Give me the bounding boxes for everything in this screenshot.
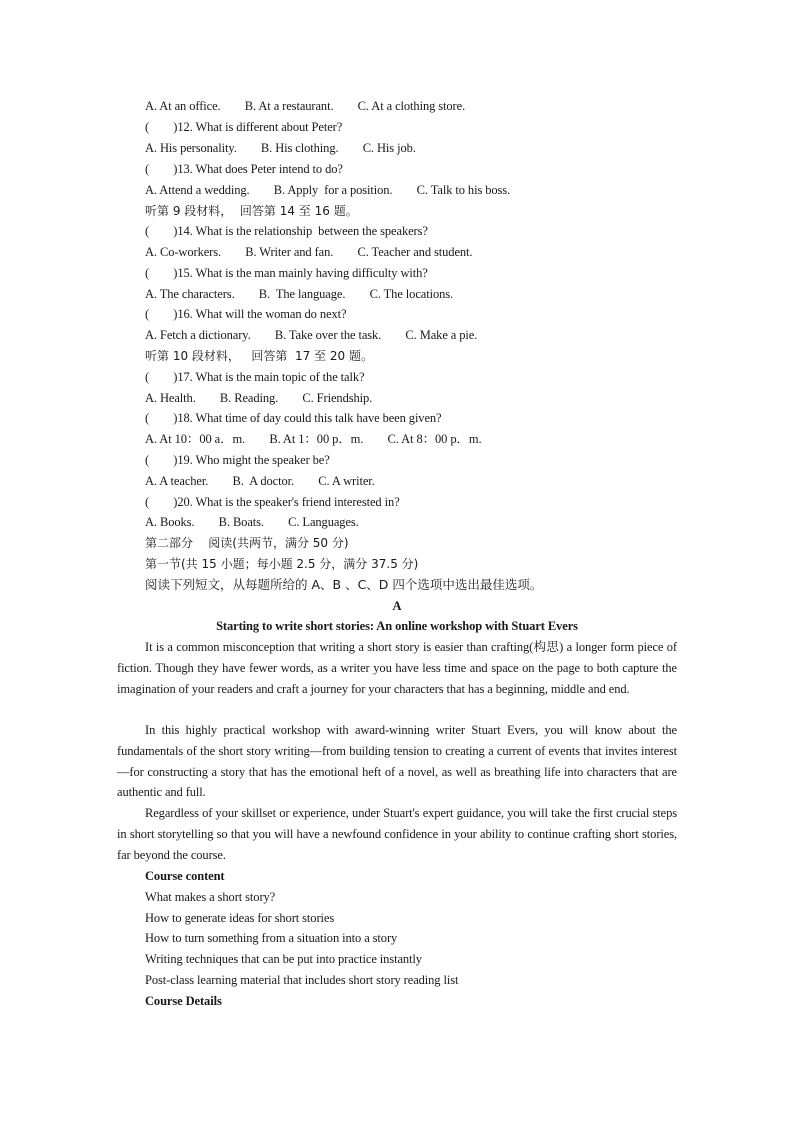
q17-options: A. Health. B. Reading. C. Friendship. (145, 391, 373, 405)
course-details-heading: Course Details (145, 994, 222, 1008)
course-content-heading: Course content (145, 869, 225, 883)
q13-options: A. Attend a wedding. B. Apply for a position. C. Talk to his boss. (145, 183, 511, 197)
section-10-instruction: 听第 10 段材料， 回答第 17 至 20 题。 (145, 349, 373, 363)
q14-question: ( )14. What is the relationship between the speakers? (145, 224, 428, 238)
q16-options: A. Fetch a dictionary. B. Take over the task. C. Make a pie. (145, 328, 478, 342)
passage-letter: A (392, 599, 402, 613)
q16-question: ( )16. What will the woman do next? (145, 307, 347, 321)
q18-question: ( )18. What time of day could this talk have been given? (145, 411, 442, 425)
q19-question: ( )19. Who might the speaker be? (145, 453, 330, 467)
course-content-item: Writing techniques that can be put into practice instantly (145, 952, 422, 966)
course-content-item: What makes a short story? (145, 890, 276, 904)
section-9-instruction: 听第 9 段材料， 回答第 14 至 16 题。 (145, 204, 358, 218)
course-content-item: How to turn something from a situation into a story (145, 931, 398, 945)
q18-options: A. At 10：00 a．m. B. At 1：00 p．m. C. At 8：00 p．m. (145, 432, 482, 446)
passage-paragraph-2: In this highly practical workshop with award-winning writer Stuart Evers, you will know about the fundamentals of the short story writing—from building tension to creating a current of events that invites interest—for constructing a story that has the emotional heft of a novel, as well as breathing life into characters that are authentic and full. (117, 723, 677, 800)
passage-paragraph-1: It is a common misconception that writing a short story is easier than crafting(构思) a longer form piece of fiction. Though they have fewer words, as a writer you have less time and space on the page to both capture the imagination of your readers and craft a journey for your characters that has a beginning, middle and end. (117, 640, 677, 696)
reading-instruction: 阅读下列短文，从每题所给的 A、B 、C、D 四个选项中选出最佳选项。 (145, 577, 543, 592)
course-content-item: Post-class learning material that includes short story reading list (145, 973, 459, 987)
part-two-heading: 第二部分 阅读(共两节，满分 50 分) (145, 536, 349, 550)
q20-question: ( )20. What is the speaker's friend interested in? (145, 495, 400, 509)
q12-question: ( )12. What is different about Peter? (145, 120, 343, 134)
q13-question: ( )13. What does Peter intend to do? (145, 162, 343, 176)
passage-paragraph-3: Regardless of your skillset or experience, under Stuart's expert guidance, you will take the first crucial steps in short storytelling so that you will have a newfound confidence in your ability to continue crafting short stories, far beyond the course. (117, 806, 677, 862)
section-one-heading: 第一节(共 15 小题；每小题 2.5 分，满分 37.5 分) (145, 557, 419, 571)
q17-question: ( )17. What is the main topic of the talk? (145, 370, 365, 384)
q19-options: A. A teacher. B. A doctor. C. A writer. (145, 474, 375, 488)
q12-options: A. His personality. B. His clothing. C. His job. (145, 141, 416, 155)
q15-options: A. The characters. B. The language. C. The locations. (145, 287, 454, 301)
q11-options: A. At an office. B. At a restaurant. C. At a clothing store. (145, 99, 466, 113)
q20-options: A. Books. B. Boats. C. Languages. (145, 515, 359, 529)
q15-question: ( )15. What is the man mainly having difficulty with? (145, 266, 428, 280)
course-content-item: How to generate ideas for short stories (145, 911, 335, 925)
q14-options: A. Co-workers. B. Writer and fan. C. Teacher and student. (145, 245, 473, 259)
passage-title: Starting to write short stories: An online workshop with Stuart Evers (216, 619, 578, 633)
